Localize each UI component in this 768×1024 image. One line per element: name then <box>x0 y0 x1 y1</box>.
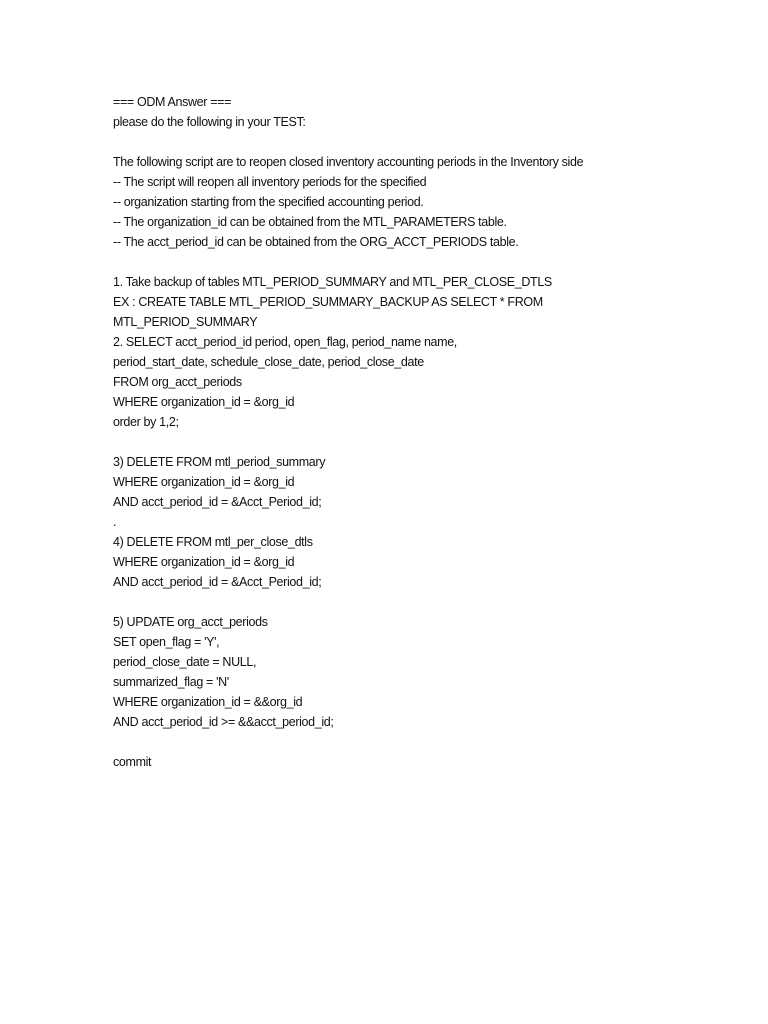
text-line: -- The acct_period_id can be obtained from the ORG_ACCT_PERIODS table. <box>113 235 519 249</box>
text-line: -- The organization_id can be obtained from the MTL_PARAMETERS table. <box>113 215 507 229</box>
text-line: The following script are to reopen closed inventory accounting periods in the Inventory side <box>113 155 584 169</box>
text-line: please do the following in your TEST: <box>113 115 306 129</box>
text-line: SET open_flag = 'Y', <box>113 635 220 649</box>
text-line: -- organization starting from the specified accounting period. <box>113 195 424 209</box>
text-line: EX : CREATE TABLE MTL_PERIOD_SUMMARY_BACKUP AS SELECT * FROM <box>113 295 543 309</box>
text-line: 2. SELECT acct_period_id period, open_flag, period_name name, <box>113 335 457 349</box>
text-line: AND acct_period_id = &Acct_Period_id; <box>113 575 322 589</box>
text-line: period_start_date, schedule_close_date, period_close_date <box>113 355 424 369</box>
text-line: AND acct_period_id >= &&acct_period_id; <box>113 715 334 729</box>
text-line: -- The script will reopen all inventory periods for the specified <box>113 175 427 189</box>
text-line: WHERE organization_id = &org_id <box>113 555 295 569</box>
text-line: 1. Take backup of tables MTL_PERIOD_SUMMARY and MTL_PER_CLOSE_DTLS <box>113 275 552 289</box>
blank-line <box>113 252 753 272</box>
text-line: . <box>113 515 117 529</box>
text-line: WHERE organization_id = &org_id <box>113 395 295 409</box>
text-line: 4) DELETE FROM mtl_per_close_dtls <box>113 535 313 549</box>
text-line: commit <box>113 755 152 769</box>
blank-line <box>113 732 753 752</box>
text-line: FROM org_acct_periods <box>113 375 242 389</box>
text-line: summarized_flag = 'N' <box>113 675 229 689</box>
document-body <box>113 92 753 772</box>
text-line: 5) UPDATE org_acct_periods <box>113 615 268 629</box>
text-line: order by 1,2; <box>113 415 179 429</box>
blank-line <box>113 592 753 612</box>
text-line: AND acct_period_id = &Acct_Period_id; <box>113 495 322 509</box>
blank-line <box>113 132 753 152</box>
text-line: 3) DELETE FROM mtl_period_summary <box>113 455 326 469</box>
text-line: === ODM Answer === <box>113 95 232 109</box>
text-line: period_close_date = NULL, <box>113 655 257 669</box>
text-line: WHERE organization_id = &&org_id <box>113 695 303 709</box>
text-line: MTL_PERIOD_SUMMARY <box>113 315 258 329</box>
text-line: WHERE organization_id = &org_id <box>113 475 295 489</box>
blank-line <box>113 432 753 452</box>
